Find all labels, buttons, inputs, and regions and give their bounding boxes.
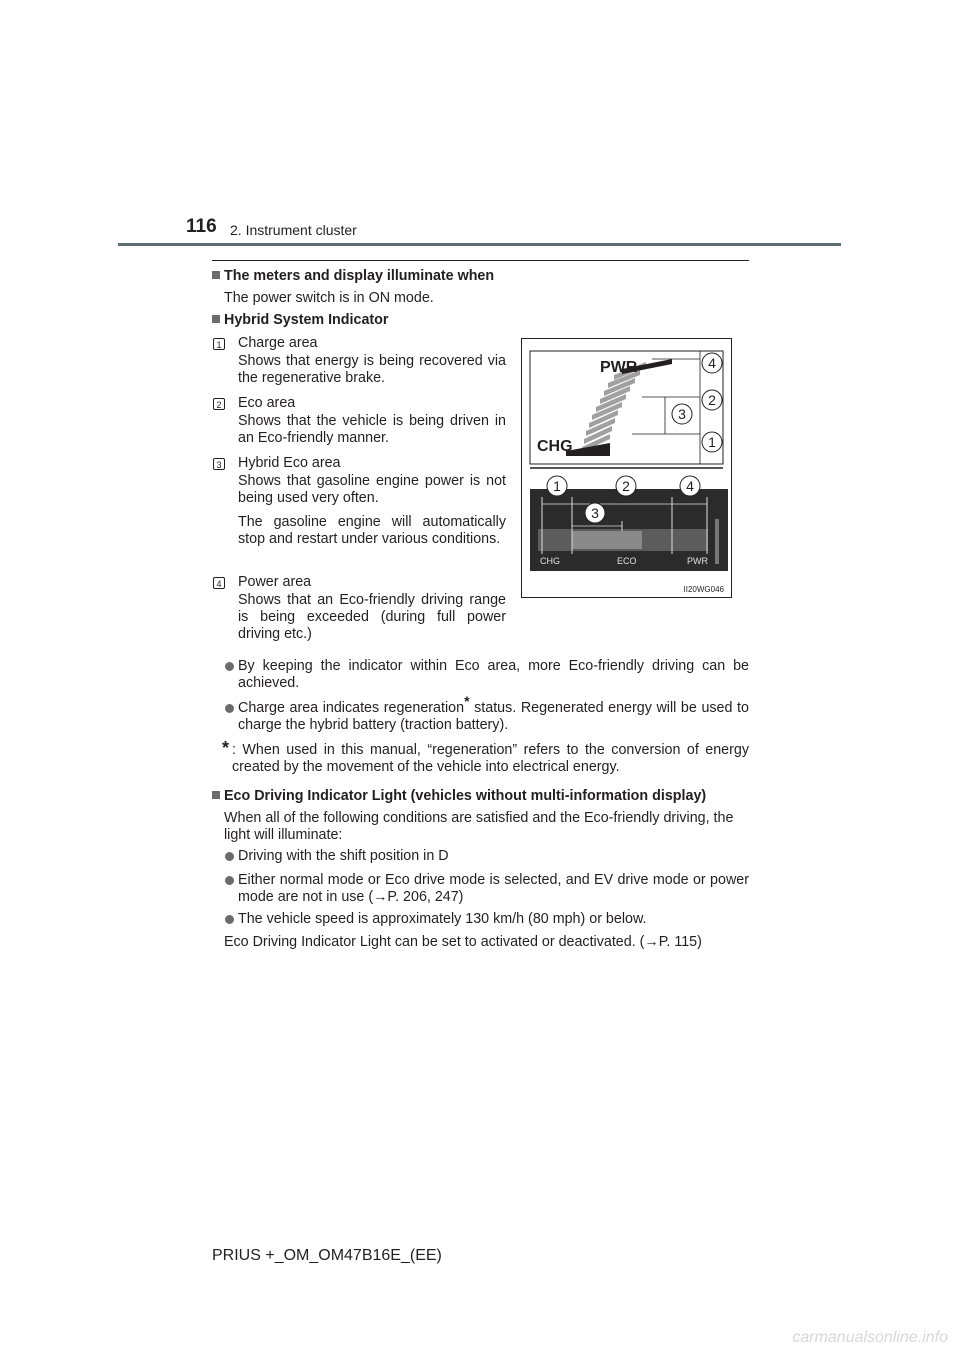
item-title-power: Power area: [238, 574, 312, 590]
figure-code: II20WG046: [683, 585, 724, 594]
square-bullet-icon: [212, 315, 220, 323]
section-title: 2. Instrument cluster: [230, 222, 357, 238]
item-desc-hybrid-eco: Shows that gasoline engine power is not being used very often.: [238, 473, 506, 506]
content-rule: [212, 260, 749, 261]
header-rule: [118, 243, 841, 246]
eco-light-bullet-2: Either normal mode or Eco drive mode is selected, and EV drive mode or power mode are not in use (→P. 206, 247): [238, 872, 749, 905]
hybrid-indicator-illustration: [522, 339, 731, 597]
bullet-dot-icon: [225, 704, 234, 713]
footnote-mark: *: [222, 738, 230, 758]
bullet-dot-icon: [225, 852, 234, 861]
item-title-hybrid-eco: Hybrid Eco area: [238, 455, 341, 471]
callout-number-2: 2: [213, 398, 225, 410]
pwr-label: PWR: [600, 359, 638, 376]
callout-number-1: 1: [213, 338, 225, 350]
meters-body: The power switch is in ON mode.: [224, 290, 434, 306]
bullet-dot-icon: [225, 915, 234, 924]
callout-number-4: 4: [213, 577, 225, 589]
gauge-callout-1: 1: [708, 434, 716, 450]
callout-number-3: 3: [213, 458, 225, 470]
bar-callout-1: 1: [553, 478, 561, 494]
document-id: PRIUS +_OM_OM47B16E_(EE): [212, 1247, 442, 1264]
item-desc-eco: Shows that the vehicle is being driven in an Eco-friendly manner.: [238, 413, 506, 446]
page-number: 116: [186, 216, 217, 237]
eco-light-bullet-1: Driving with the shift position in D: [238, 848, 449, 864]
item-desc-power: Shows that an Eco-friendly driving range is being exceeded (during full power driving etc.): [238, 592, 506, 642]
bar-label-chg: CHG: [540, 556, 560, 566]
bar-callout-3: 3: [591, 505, 599, 521]
item-desc-charge: Shows that energy is being recovered via the regenerative brake.: [238, 353, 506, 386]
item-extra-hybrid-eco: The gasoline engine will automatically stop and restart under various conditions.: [238, 514, 506, 547]
hybrid-indicator-figure: [521, 338, 732, 598]
gauge-callout-3: 3: [678, 406, 686, 422]
eco-light-intro: When all of the following conditions are satisfied and the Eco-friendly driving, the light will illuminate:: [224, 810, 734, 843]
hybrid-heading: Hybrid System Indicator: [212, 312, 388, 329]
watermark: carmanualsonline.info: [792, 1329, 948, 1346]
bullet-dot-icon: [225, 662, 234, 671]
square-bullet-icon: [212, 271, 220, 279]
item-title-eco: Eco area: [238, 395, 296, 411]
meters-heading: The meters and display illuminate when: [212, 268, 494, 285]
gauge-callout-4: 4: [708, 355, 716, 371]
item-title-charge: Charge area: [238, 335, 318, 351]
bar-callout-2: 2: [622, 478, 630, 494]
bar-label-pwr: PWR: [687, 556, 708, 566]
hybrid-bullet-2: Charge area indicates regeneration* status. Regenerated energy will be used to charge the hybrid battery (traction battery).: [238, 693, 749, 733]
bullet-dot-icon: [225, 876, 234, 885]
eco-light-bullet-3: The vehicle speed is approximately 130 km/h (80 mph) or below.: [238, 911, 647, 927]
footnote-text: : When used in this manual, “regeneration” refers to the conversion of energy created by the movement of the vehicle into electrical energy.: [232, 742, 749, 775]
bar-label-eco: ECO: [617, 556, 637, 566]
gauge-callout-2: 2: [708, 392, 716, 408]
eco-light-heading: Eco Driving Indicator Light (vehicles without multi-information display): [212, 788, 706, 805]
bar-callout-4: 4: [686, 478, 694, 494]
eco-light-outro: Eco Driving Indicator Light can be set to activated or deactivated. (→P. 115): [224, 934, 702, 950]
square-bullet-icon: [212, 791, 220, 799]
hybrid-bullet-1: By keeping the indicator within Eco area, more Eco-friendly driving can be achieved.: [238, 658, 749, 691]
chg-label: CHG: [537, 438, 573, 455]
